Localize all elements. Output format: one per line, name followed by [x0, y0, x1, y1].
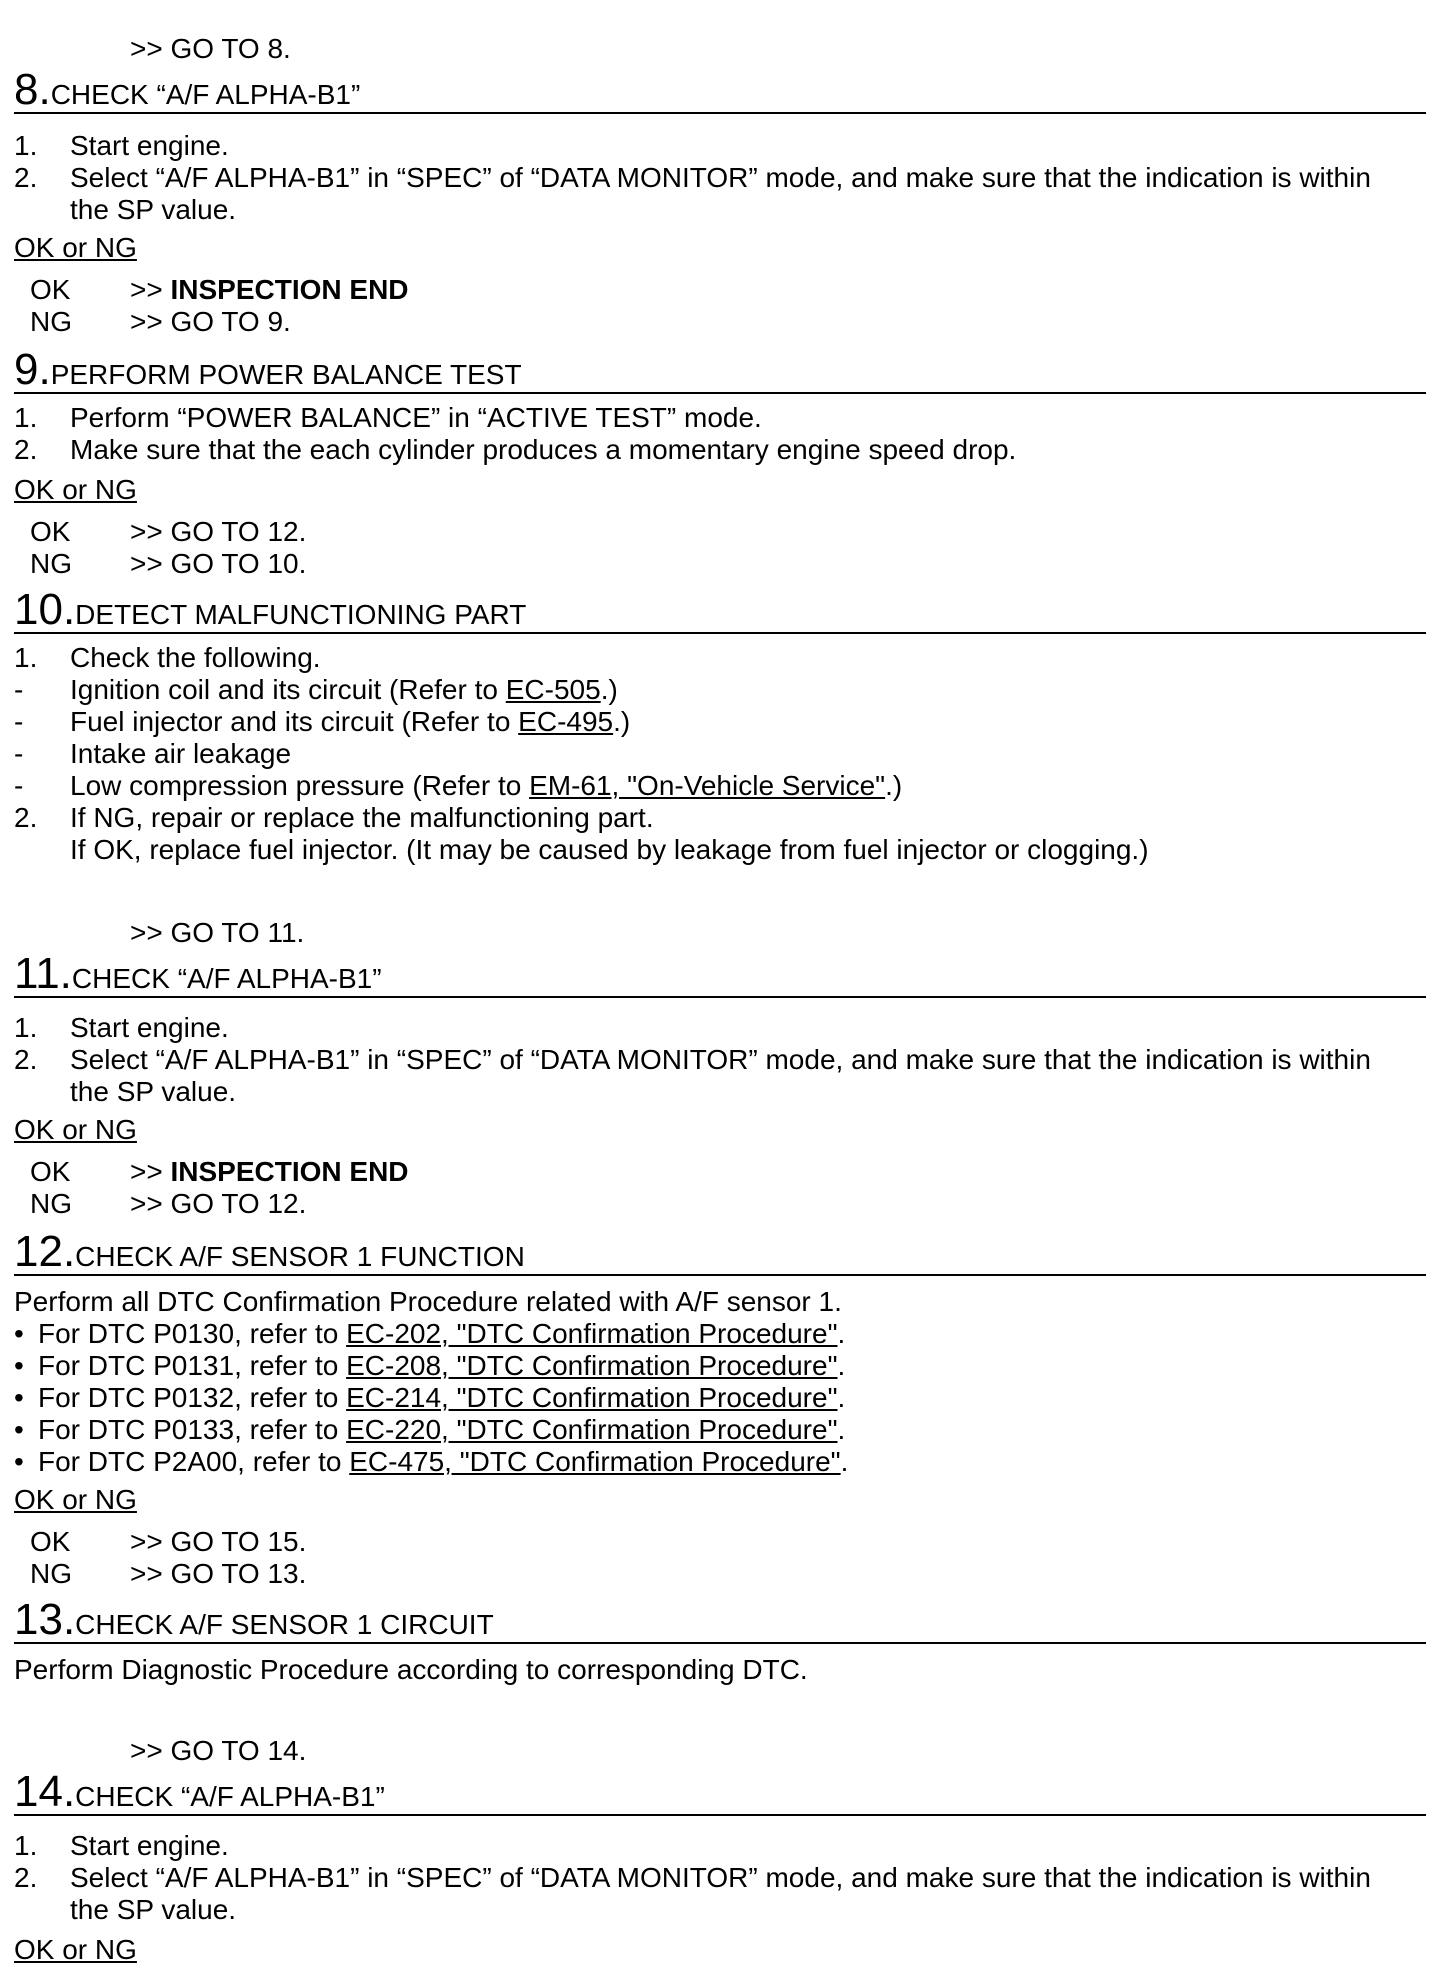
link-ec-208[interactable]: EC-208, "DTC Confirmation Procedure"	[346, 1350, 838, 1381]
step-8-number: 8.	[14, 65, 51, 114]
link-ec-505[interactable]: EC-505	[505, 674, 601, 705]
ok-or-ng-label: OK or NG	[14, 232, 137, 263]
link-ec-202[interactable]: EC-202, "DTC Confirmation Procedure"	[346, 1318, 838, 1349]
goto-step-11: >> GO TO 11.	[130, 917, 305, 948]
step-8-heading	[14, 65, 1426, 114]
paragraph: Perform all DTC Confirmation Procedure related with A/F sensor 1.	[14, 1286, 842, 1317]
paragraph: Perform Diagnostic Procedure according to corresponding DTC.	[14, 1654, 808, 1685]
link-ec-214[interactable]: EC-214, "DTC Confirmation Procedure"	[346, 1382, 838, 1413]
link-ec-475[interactable]: EC-475, "DTC Confirmation Procedure"	[349, 1446, 841, 1477]
step-8-title: CHECK “A/F ALPHA-B1”	[50, 79, 361, 110]
step-9-heading	[14, 345, 1426, 394]
ok-or-ng-label: OK or NG	[14, 1484, 137, 1515]
step-9-title: PERFORM POWER BALANCE TEST	[50, 359, 522, 390]
step-14-number: 14.	[14, 1767, 76, 1816]
step-13-heading	[14, 1595, 1426, 1644]
step-9-number: 9.	[14, 345, 51, 394]
step-10-number: 10.	[14, 585, 76, 634]
step-11-title: CHECK “A/F ALPHA-B1”	[71, 963, 382, 994]
step-11-heading	[14, 949, 1426, 998]
ok-or-ng-label: OK or NG	[14, 1114, 137, 1145]
step-12-title: CHECK A/F SENSOR 1 FUNCTION	[75, 1241, 525, 1272]
ok-or-ng-label: OK or NG	[14, 474, 137, 505]
step-10-heading	[14, 585, 1426, 634]
step-10-title: DETECT MALFUNCTIONING PART	[75, 599, 527, 630]
goto-step-8: >> GO TO 8.	[130, 33, 291, 64]
ok-or-ng-label: OK or NG	[14, 1934, 137, 1965]
link-ec-220[interactable]: EC-220, "DTC Confirmation Procedure"	[346, 1414, 838, 1445]
step-13-number: 13.	[14, 1595, 76, 1644]
step-11-number: 11.	[14, 949, 72, 998]
step-12-heading	[14, 1227, 1426, 1276]
step-14-heading	[14, 1767, 1426, 1816]
step-13-title: CHECK A/F SENSOR 1 CIRCUIT	[75, 1609, 494, 1640]
step-12-number: 12.	[14, 1227, 76, 1276]
step-14-title: CHECK “A/F ALPHA-B1”	[75, 1781, 385, 1812]
link-em-61[interactable]: EM-61, "On-Vehicle Service"	[529, 770, 886, 801]
link-ec-495[interactable]: EC-495	[518, 706, 614, 737]
goto-step-14: >> GO TO 14.	[130, 1735, 307, 1766]
